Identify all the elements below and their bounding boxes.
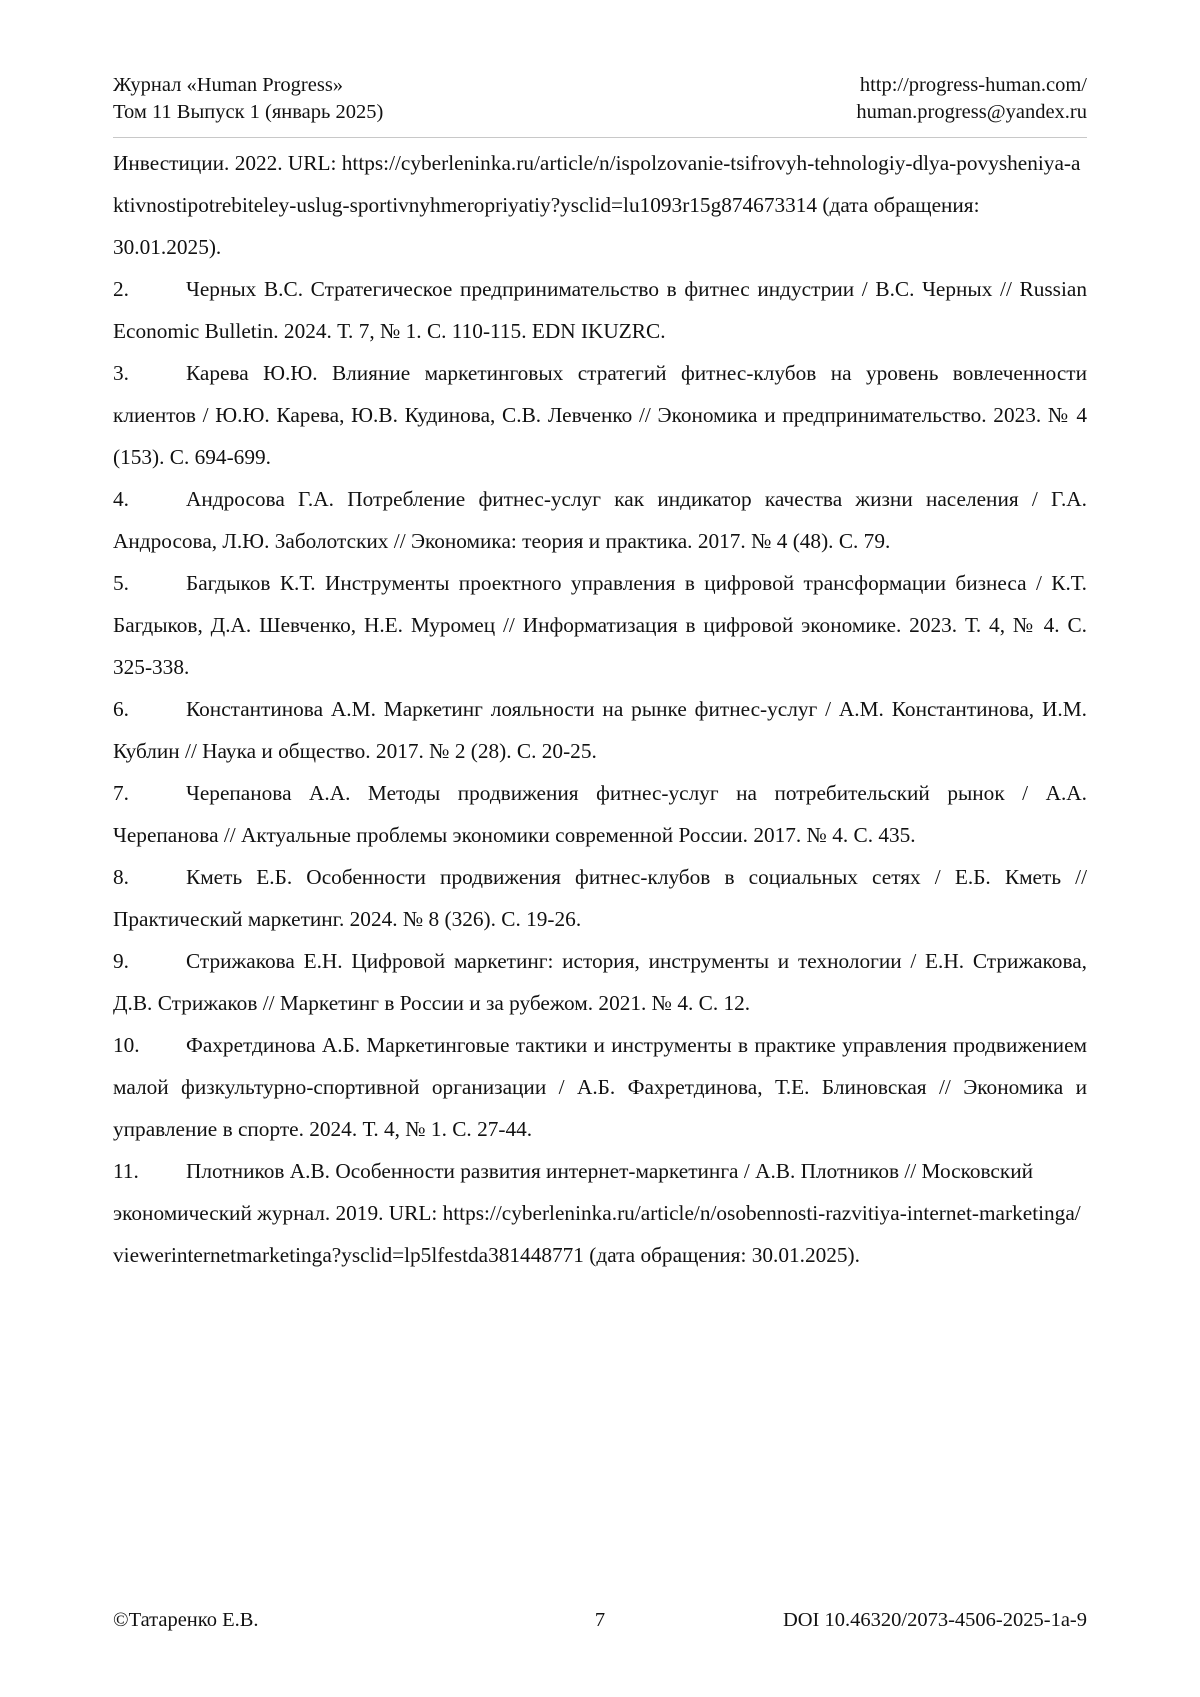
- reference-item: [113, 1024, 1087, 1150]
- footer-doi[interactable]: DOI 10.46320/2073-4506-2025-1a-9: [782, 1609, 1087, 1631]
- reference-number: 4.: [113, 487, 129, 511]
- reference-item: [113, 268, 1087, 352]
- reference-number: 8.: [113, 865, 129, 889]
- header-divider: [113, 137, 1087, 138]
- reference-list: [113, 142, 1087, 1276]
- reference-number: 9.: [113, 949, 129, 973]
- journal-url[interactable]: http://progress-human.com/: [859, 74, 1087, 96]
- journal-title: Журнал «Human Progress»: [113, 74, 344, 96]
- reference-text: Черепанова А.А. Методы продвижения фитнес-услуг на потребительский рынок / А.А. Черепанова // Актуальные проблемы экономики современной России. 2017. № 4. С. 435.: [113, 781, 1087, 847]
- reference-text: Черных В.С. Стратегическое предпринимательство в фитнес индустрии / В.С. Черных // Russian Economic Bulletin. 2024. Т. 7, № 1. С. 110-115. EDN IKUZRC.: [113, 277, 1087, 343]
- page-header: [113, 72, 1087, 126]
- reference-number: 11.: [113, 1159, 139, 1183]
- reference-number: 5.: [113, 571, 129, 595]
- issue-info: Том 11 Выпуск 1 (январь 2025): [113, 101, 384, 123]
- header-row-bottom: [113, 99, 1087, 126]
- reference-item: [113, 352, 1087, 478]
- reference-number: 6.: [113, 697, 129, 721]
- reference-text: Кметь Е.Б. Особенности продвижения фитнес-клубов в социальных сетях / Е.Б. Кметь // Практический маркетинг. 2024. № 8 (326). С. 19-26.: [113, 865, 1087, 931]
- reference-item: [113, 856, 1087, 940]
- reference-text: Константинова А.М. Маркетинг лояльности на рынке фитнес-услуг / А.М. Константинова, И.М. Кублин // Наука и общество. 2017. № 2 (28). С. 20-25.: [113, 697, 1087, 763]
- page-number: 7: [594, 1609, 606, 1631]
- header-row-top: [113, 72, 1087, 99]
- reference-item: [113, 940, 1087, 1024]
- reference-item: [113, 1150, 1087, 1276]
- reference-number: 10.: [113, 1033, 140, 1057]
- reference-item: [113, 478, 1087, 562]
- reference-access-date: (дата обращения: 30.01.2025).: [589, 1243, 860, 1267]
- reference-text: Андросова Г.А. Потребление фитнес-услуг как индикатор качества жизни населения / Г.А. Андросова, Л.Ю. Заболотских // Экономика: теория и практика. 2017. № 4 (48). С. 79.: [113, 487, 1087, 553]
- reference-continuation: [113, 142, 1087, 268]
- reference-link[interactable]: https://cyberleninka.ru/article/n/ispolzovanie-tsifrovyh-tehnologiy-dlya-povysheniya-aktivnostipotrebiteley-uslug-sportivnyhmeropriyatiy?ysclid=lu1093r15g874673314: [113, 151, 1081, 217]
- reference-item: [113, 772, 1087, 856]
- reference-number: 2.: [113, 277, 129, 301]
- reference-continuation-text: Инвестиции. 2022. URL:: [113, 151, 342, 175]
- page-footer: [113, 1607, 1087, 1634]
- reference-number: 7.: [113, 781, 129, 805]
- reference-number: 3.: [113, 361, 129, 385]
- reference-item: [113, 688, 1087, 772]
- footer-author: ©Татаренко Е.В.: [113, 1609, 259, 1631]
- reference-link[interactable]: https://cyberleninka.ru/article/n/osobennosti-razvitiya-internet-marketinga/viewerinternetmarketinga?ysclid=lp5lfestda381448771: [113, 1201, 1081, 1267]
- journal-email[interactable]: human.progress@yandex.ru: [856, 101, 1087, 123]
- reference-text: Плотников А.В. Особенности развития интернет-маркетинга / А.В. Плотников // Московский экономический журнал. 2019. URL:: [113, 1159, 1034, 1225]
- reference-item: [113, 562, 1087, 688]
- reference-access-date: (дата обращения: 30.01.2025).: [113, 193, 980, 259]
- reference-text: Стрижакова Е.Н. Цифровой маркетинг: история, инструменты и технологии / Е.Н. Стрижакова, Д.В. Стрижаков // Маркетинг в России и за рубежом. 2021. № 4. С. 12.: [113, 949, 1087, 1015]
- reference-text: Багдыков К.Т. Инструменты проектного управления в цифровой трансформации бизнеса / К.Т. Багдыков, Д.А. Шевченко, Н.Е. Муромец // Информатизация в цифровой экономике. 2023. Т. 4, № 4. С. 325-338.: [113, 571, 1087, 679]
- reference-text: Фахретдинова А.Б. Маркетинговые тактики и инструменты в практике управления продвижением малой физкультурно-спортивной организации / А.Б. Фахретдинова, Т.Е. Блиновская // Экономика и управление в спорте. 2024. Т. 4, № 1. С. 27-44.: [113, 1033, 1087, 1141]
- reference-text: Карева Ю.Ю. Влияние маркетинговых стратегий фитнес-клубов на уровень вовлеченности клиентов / Ю.Ю. Карева, Ю.В. Кудинова, С.В. Левченко // Экономика и предпринимательство. 2023. № 4 (153). С. 694-699.: [113, 361, 1087, 469]
